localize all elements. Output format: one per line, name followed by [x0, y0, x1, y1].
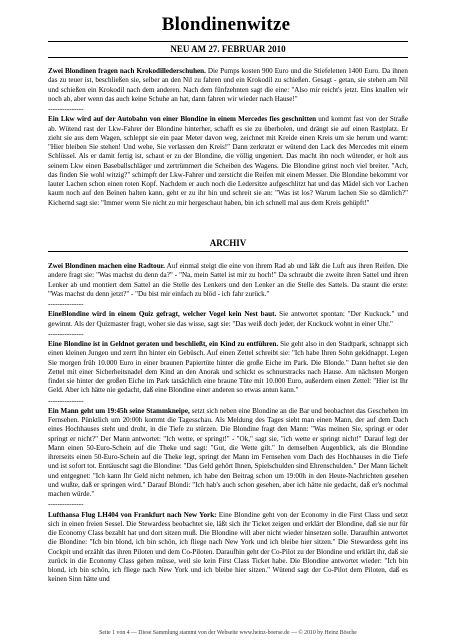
joke-lead: Zwei Blondinen machen eine Radtour. [48, 262, 165, 270]
title-rule [48, 41, 408, 42]
joke-body: setzt sich neben eine Blondine an die Bar und beobachtet das Geschehen im Fernsehen. Pünktlich um 20:00h kommt die Tagesschau. Als Meldung des Tages sieht man einen Mann, der auf dem Dach eines Hochhauses steht und droht, in die Tiefe zu stürzen. Die Blondine fragt den Mann: "Was meinen Sie, springt er oder springt er nicht?" Der Mann antwortet: "Ich wette, er springt!" - "Ok," sagt sie, "ich wette er springt nicht!" Darauf legt der Mann einen 50-Euro-Schein auf die Theke und sagt: "Gut, die Wette gilt." In demselben Augenblick, als die Blondine ihrerseits einen 50-Euro-Schein auf die Theke legt, springt der Mann im Fernsehen vom Dach des Hochhauses in die Tiefe und ist sofort tot. Enttäuscht sagt die Blondine: "Das Geld gehört Ihnen, Spielschulden sind Ehrenschulden." Der Mann lächelt und entgegnet: "Ich kann Ihr Geld nicht nehmen, ich habe den Beitrag schon um 19:00h in den Heute-Nachrichten gesehen und wußte, daß er springen wird." Darauf Blondi: "Ich hab's auch schon gesehen, aber ich hätte nie gedacht, daß er's nochmal machen würde." [48, 406, 408, 498]
joke-separator: --------------- [48, 329, 84, 338]
joke-lead: Ein Lkw wird auf der Autobahn von einer Blondine in einem Mercedes fies geschnitten [48, 115, 317, 124]
joke-lead: Lufthansa Flug LH404 von Frankfurt nach New York: [48, 510, 217, 519]
new-jokes-section [48, 67, 408, 209]
joke-lead: Ein Mann geht um 19:45h seine Stammkneipe, [48, 406, 190, 415]
archive-heading: ARCHIV [209, 238, 247, 248]
joke-paragraph [48, 511, 408, 585]
joke-lead: Eine Blondine ist in Geldnot geraten und beschließt, ein Kind zu entführen. [48, 340, 279, 348]
joke-separator: --------------- [48, 500, 84, 509]
joke-body: Die Pumps kosten 900 Euro und die Stiefeletten 1400 Euro. Da ihnen das zu teuer ist, beschließen sie, selber an den Nil zu fahren und ein Krokodil zu schießen. Gesagt - getan, sie stehen am Nil und schießen ein Krokodil nach dem anderen. Nach dem fünfzehnten sagt die eine: "Also mir reicht's jetzt. Eins knallen wir noch ab, aber wenn das auch keine Schuhe an hat, dann fahren wir wieder nach Hause!" [48, 67, 408, 103]
page-title: Blondinenwitze [161, 14, 291, 35]
joke-body: Sie antwortet spontan: "Der Kuckuck." und gewinnt. Als der Quizmaster fragt, woher sie das wisse, sagt sie: "Das weiß doch jeder, der Kuckuck wohnt in einer Uhr." [48, 310, 408, 328]
archive-heading-rule [48, 251, 408, 252]
joke-separator: --------------- [48, 105, 84, 113]
joke-body: und kommt fast von der Straße ab. Wütend rast der Lkw-Fahrer der Blondine hinterher, schafft es sie zu überholen, und drängt sie auf einen Rastplatz. Er zieht sie aus dem Wagen, schleppt sie ein paar Meter davon weg, zeichnet mit Kreide einen Kreis um sie herum und warnt: "Hier bleiben Sie stehen! Und wehe, Sie verlassen den Kreis!" Dann zerkratzt er wütend den Lack des Mercedes mit einem Schlüssel. Als er damit fertig ist, schaut er zu der Blondine, die völlig ungeniert. Das macht ihn noch wütender, er holt aus seinem Lkw einen Baseballschläger und zertrümmert die Scheiben des Wagens. Die Blondine grinst noch viel breiter. "Ach, das finden Sie wohl witzig?" schimpft der Lkw-Fahrer und zersticht die Reifen mit einem Messer. Die Blondine bekommt vor lauter Lachen schon einen roten Kopf. Nachdem er auch noch die Ledersitze aufgeschlitzt hat und das Mädel sich vor Lachen kaum noch auf den Beinen halten kann, geht er zu ihr hin und schreit sie an: "Was ist los? Warum lachen Sie so dämlich?" Kichernd sagt sie: "Immer wenn Sie nicht zu mir hergeschaut haben, bin ich schnell mal aus dem Kreis gehüpft!" [48, 115, 408, 207]
joke-paragraph [48, 310, 408, 329]
joke-body: Eine Blondine geht von der Economy in die First Class und setzt sich in einen freien Sessel. Die Stewardess beobachtet sie, läßt sich ihr Ticket zeigen und erklärt der Blondine, daß sie nur für die Economy Class bezahlt hat und dort sitzen muß. Die Blondine will aber nicht wieder hinsetzen solle. Daraufhin antwortet die Blondine: "Ich bin blond, ich bin schön, ich fliege nach New York und ich bleibe hier sitzen." Die Stewardess geht ins Cockpit und erzählt das ihren Piloten und dem Co-Piloten. Daraufhin geht der Co-Pilot zu der Blondine und erklärt ihr, daß sie zurück in die Economy Class gehen müsse, weil sie kein First Class Ticket habe. Die Blondine antwortet wieder: "Ich bin blond, ich bin schön, ich fliege nach New York und ich bleibe hier sitzen." Wütend sagt der Co-Pilot dem Piloten, daß es keinen Sinn hätte und [48, 510, 408, 584]
joke-paragraph [48, 115, 408, 208]
joke-paragraph [48, 262, 408, 299]
joke-lead: Zwei Blondinen fragen nach Krokodillederschuhen. [48, 67, 206, 75]
archive-jokes-section [48, 262, 408, 586]
joke-lead: EineBlondine wird in einem Quiz gefragt, welcher Vogel kein Nest baut. [48, 310, 277, 319]
joke-separator: --------------- [48, 396, 84, 405]
joke-paragraph [48, 340, 408, 396]
joke-paragraph [48, 67, 408, 104]
page-footer: Seite 1 von 4 — Diese Sammlung stammt von der Webseite www.heinz-boerse.de — © 2010 by Heinz Bösche [99, 630, 357, 636]
joke-separator: --------------- [48, 300, 84, 308]
joke-body: Sie geht also in den Stadtpark, schnappt sich einen kleinen Jungen und zerrt ihn hinter ein Gebüsch. Auf einen Zettel schreibt sie: "Ich habe Ihren Sohn gekidnappt. Legen Sie morgen früh 10.000 Euro in einer braunen Papiertüte hinter die große Eiche im Park. Die Blonde." Dann heftet sie den Zettel mit einer Sicherheitsnadel dem Kind an den Anorak und schickt es schnurstracks nach Hause. Am nächsten Morgen findet sie hinter der großen Eiche im Park tatsächlich eine braune Tüte mit 10.000 Euro, außerdem einen Zettel: "Hier ist Ihr Geld. Aber ich hätte nie gedacht, daß eine Blondine einer anderen so etwas antun kann." [48, 340, 408, 395]
joke-body: Auf einmal steigt die eine von ihrem Rad ab und läßt die Luft aus ihren Reifen. Die andere fragt sie: "Was machst du denn da?" - "Na, mein Sattel ist mir zu hoch!" Da schraubt die zweite ihren Sattel und ihren Lenker ab und montiert dem Sattel an die Stelle des Lenkers und den Lenker an die Stelle des Sattels. Da staunt die erste: "Was machst du denn jetzt?" - "Du bist mir einfach zu blöd - ich fahr zurück." [48, 262, 408, 298]
date-heading: NEU AM 27. FEBRUAR 2010 [170, 44, 286, 54]
date-heading-rule [48, 57, 408, 58]
joke-paragraph [48, 407, 408, 500]
